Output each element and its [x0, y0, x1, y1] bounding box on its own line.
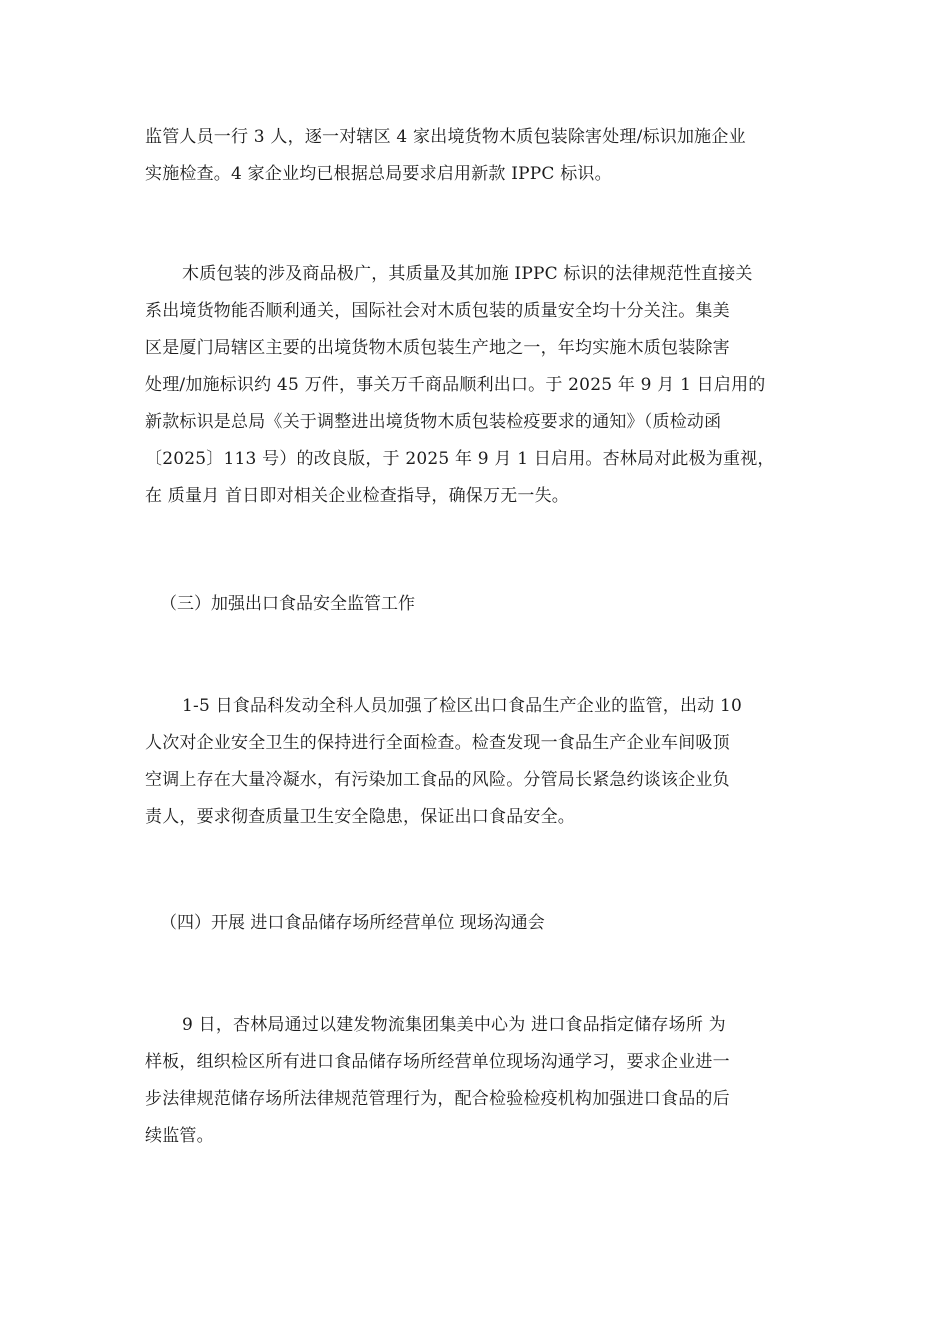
paragraph-line: 处理/加施标识约 45 万件，事关万千商品顺利出口。于 2025 年 9 月 1 日启用的: [145, 375, 766, 395]
section-heading-4: （四）开展 进口食品储存场所经营单位 现场沟通会: [160, 913, 545, 933]
paragraph-2: [145, 256, 805, 515]
paragraph-line: 9 日，杏林局通过以建发物流集团集美中心为 进口食品指定储存场所 为: [182, 1015, 726, 1035]
paragraph-line: 人次对企业安全卫生的保持进行全面检查。检查发现一食品生产企业车间吸顶: [145, 733, 730, 753]
paragraph-line: 〔2025〕113 号）的改良版，于 2025 年 9 月 1 日启用。杏林局对此极为重视，: [145, 449, 775, 469]
paragraph-line: 木质包装的涉及商品极广，其质量及其加施 IPPC 标识的法律规范性直接关: [182, 264, 753, 284]
paragraph-line: 系出境货物能否顺利通关，国际社会对木质包装的质量安全均十分关注。集美: [145, 301, 730, 321]
paragraph-4: [145, 1007, 805, 1155]
paragraph-3: [145, 688, 805, 836]
paragraph-line: 区是厦门局辖区主要的出境货物木质包装生产地之一，年均实施木质包装除害: [145, 338, 730, 358]
paragraph-line: 在 质量月 首日即对相关企业检查指导，确保万无一失。: [145, 486, 570, 506]
paragraph-line: 步法律规范储存场所法律规范管理行为，配合检验检疫机构加强进口食品的后: [145, 1089, 730, 1109]
paragraph-line: 样板，组织检区所有进口食品储存场所经营单位现场沟通学习，要求企业进一: [145, 1052, 730, 1072]
paragraph-line: 续监管。: [145, 1126, 214, 1146]
paragraph-line: 空调上存在大量冷凝水，有污染加工食品的风险。分管局长紧急约谈该企业负: [145, 770, 730, 790]
paragraph-1: [145, 119, 805, 193]
paragraph-line: 实施检查。4 家企业均已根据总局要求启用新款 IPPC 标识。: [145, 164, 612, 184]
section-heading-3: （三）加强出口食品安全监管工作: [160, 594, 415, 614]
paragraph-line: 1-5 日食品科发动全科人员加强了检区出口食品生产企业的监管，出动 10: [182, 696, 743, 716]
paragraph-line: 责人，要求彻查质量卫生安全隐患，保证出口食品安全。: [145, 807, 575, 827]
paragraph-line: 监管人员一行 3 人，逐一对辖区 4 家出境货物木质包装除害处理/标识加施企业: [145, 127, 746, 147]
paragraph-line: 新款标识是总局《关于调整进出境货物木质包装检疫要求的通知》（质检动函: [145, 412, 722, 432]
